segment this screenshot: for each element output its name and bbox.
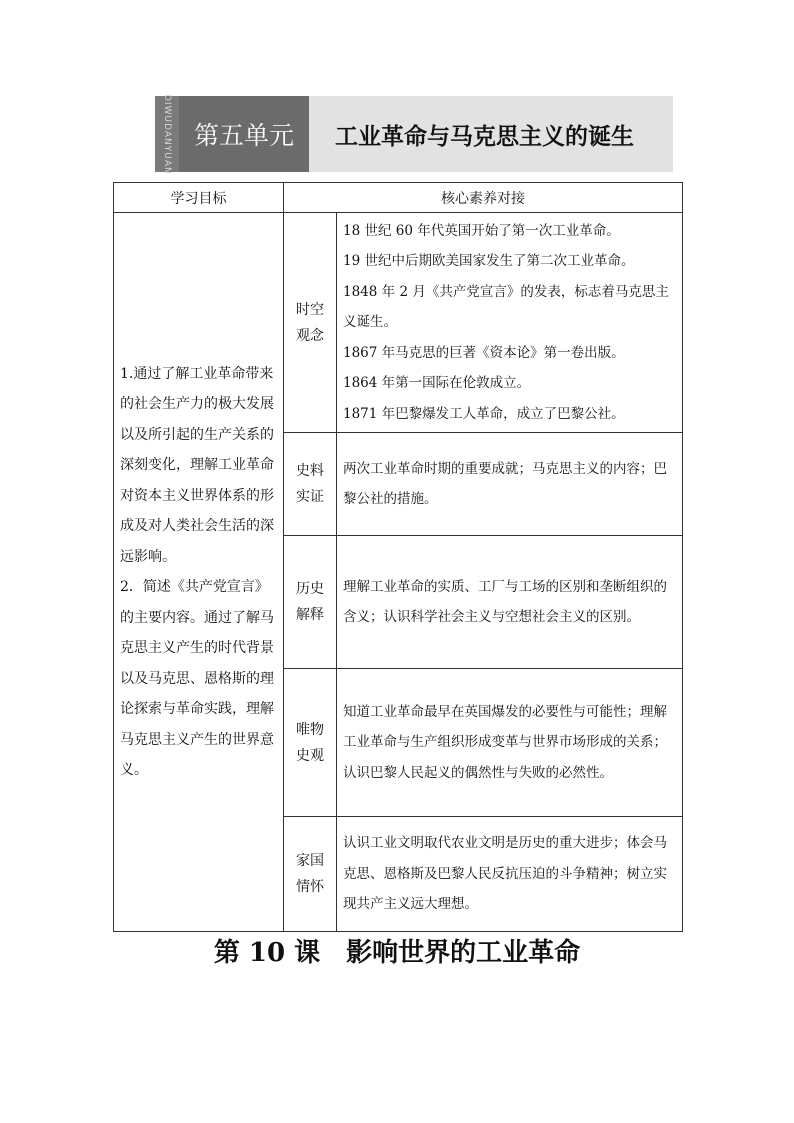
content-cell — [337, 433, 683, 536]
content-line: 1867 年马克思的巨著《资本论》第一卷出版。 — [343, 344, 625, 361]
lesson-title: 第 10 课 影响世界的工业革命 — [213, 938, 581, 968]
category-line: 唯物 — [296, 721, 324, 738]
content-line: 理解工业革命的实质、工厂与工场的区别和垄断组织的含义；认识科学社会主义与空想社会主义的区别。 — [343, 578, 667, 625]
content-cell — [337, 669, 683, 817]
category-line: 历史 — [296, 581, 324, 597]
category-cell — [284, 669, 337, 817]
content-line: 知道工业革命最早在英国爆发的必要性与可能性；理解工业革命与生产组织形成变革与世界市场形成的关系；认识巴黎人民起义的偶然性与失败的必然性。 — [343, 703, 667, 781]
category-line: 史料 — [296, 463, 324, 479]
content-line: 1871 年巴黎爆发工人革命，成立了巴黎公社。 — [343, 405, 625, 422]
content-line: 两次工业革命时期的重要成就；马克思主义的内容；巴黎公社的措施。 — [343, 460, 667, 507]
content-cell — [337, 536, 683, 669]
category-line: 实证 — [296, 489, 324, 505]
header-literacy: 核心素养对接 — [284, 183, 683, 213]
category-cell — [284, 536, 337, 669]
learning-goal-1: 1.通过了解工业革命带来的社会生产力的极大发展以及所引起的生产关系的深刻变化，理解工业革命对资本主义世界体系的形成及对人类社会生活的深远影响。 — [120, 365, 274, 565]
header-goals: 学习目标 — [114, 183, 284, 213]
category-cell — [284, 817, 337, 932]
learning-goals-cell — [114, 213, 284, 932]
category-line: 解释 — [296, 607, 324, 623]
objectives-table — [113, 182, 683, 932]
unit-title: 工业革命与马克思主义的诞生 — [335, 122, 634, 150]
unit-banner — [155, 93, 673, 175]
category-line: 情怀 — [296, 879, 324, 895]
learning-goal-2: 2．简述《共产党宣言》的主要内容。通过了解马克思主义产生的时代背景以及马克思、恩格斯的理论探索与革命实践，理解马克思主义产生的世界意义。 — [120, 579, 274, 778]
content-line: 19 世纪中后期欧美国家发生了第二次工业革命。 — [343, 253, 635, 270]
category-line: 家国 — [296, 853, 324, 869]
category-cell — [284, 433, 337, 536]
category-line: 观念 — [296, 327, 324, 344]
content-line: 1848 年 2 月《共产党宣言》的发表，标志着马克思主义诞生。 — [343, 283, 669, 331]
table-header-row — [114, 183, 683, 213]
category-line: 时空 — [296, 301, 324, 318]
content-line: 认识工业文明取代农业文明是历史的重大进步；体会马克思、恩格斯及巴黎人民反抗压迫的斗争精神；树立实现共产主义远大理想。 — [343, 835, 667, 913]
content-cell — [337, 817, 683, 932]
category-cell — [284, 213, 337, 433]
content-line: 18 世纪 60 年代英国开始了第一次工业革命。 — [343, 222, 620, 239]
unit-banner-pinyin: DIWUDANYUAN — [155, 96, 179, 172]
category-line: 史观 — [296, 747, 324, 764]
table-row — [114, 213, 683, 433]
unit-label: 第五单元 — [179, 96, 309, 172]
content-cell — [337, 213, 683, 433]
content-line: 1864 年第一国际在伦敦成立。 — [343, 375, 531, 392]
